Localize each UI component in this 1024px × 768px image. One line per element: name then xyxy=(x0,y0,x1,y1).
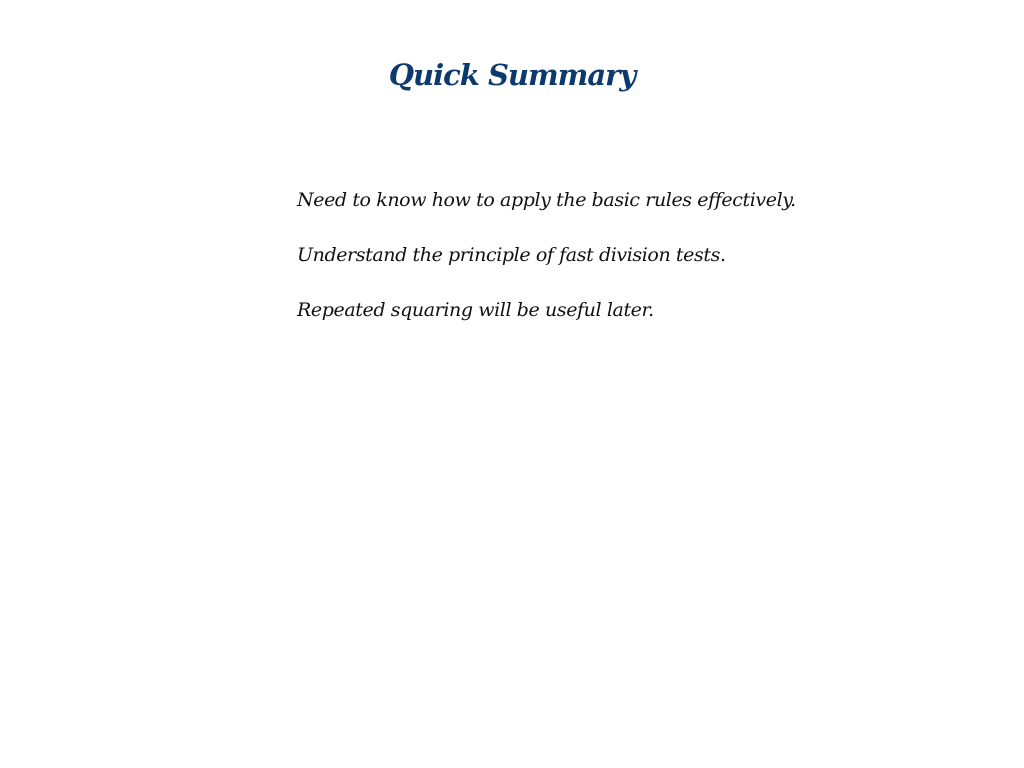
summary-item: Understand the principle of fast division tests. xyxy=(297,244,726,266)
slide-title: Quick Summary xyxy=(388,58,636,92)
summary-list xyxy=(297,183,977,348)
summary-item: Need to know how to apply the basic rules effectively. xyxy=(297,189,796,211)
summary-item: Repeated squaring will be useful later. xyxy=(297,299,654,321)
